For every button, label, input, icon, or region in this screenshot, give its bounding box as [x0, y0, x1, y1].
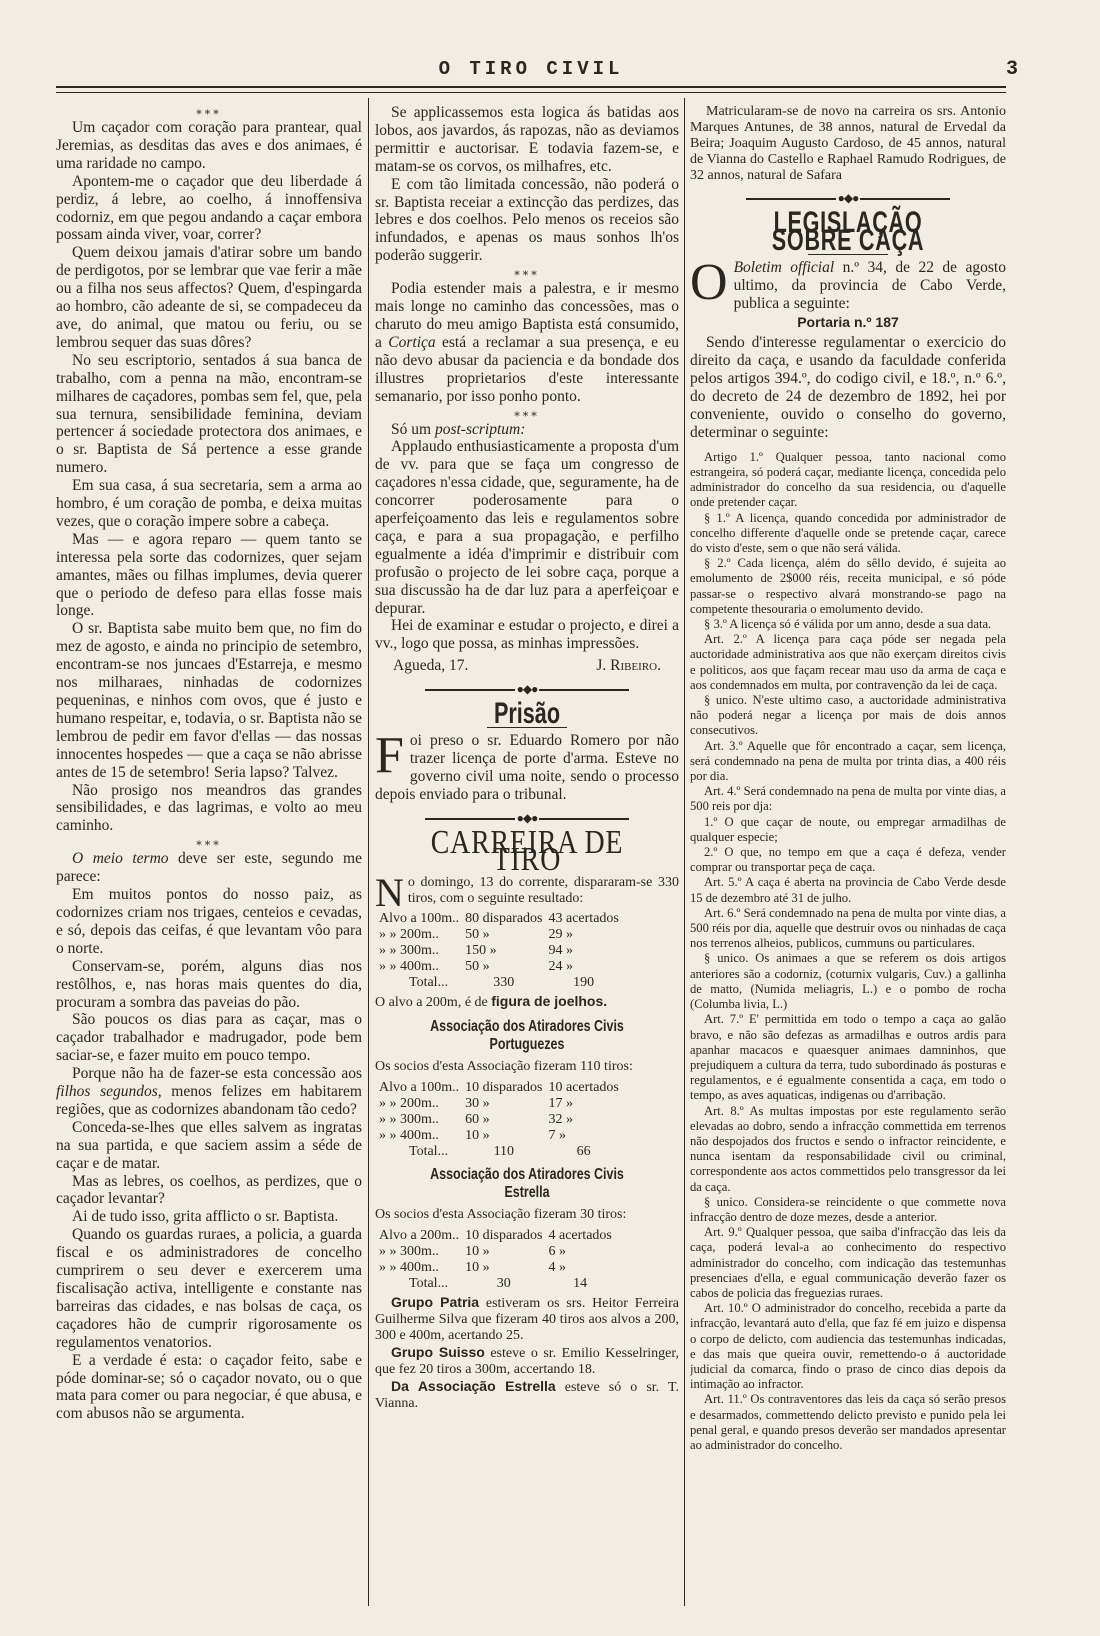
section-title-prisao: Prisão	[493, 697, 561, 731]
paragraph: Conservam-se, porém, alguns dias nos restôlhos, e, nas horas mais quentes do dia, procuram a sombra das paveias do pão.	[56, 957, 362, 1011]
article: Art. 3.º Aquelle que fôr encontrado a caçar, sem licença, será condemnado na pena de multa por trinta dias, a 400 réis por dia.	[690, 738, 1006, 784]
article: § 2.º Cada licença, além do sêllo devido, é sujeita ao emolumento de 2$000 réis, receita municipal, e só póde passar-se o respectivo alvará monstrando-se pago na competente thesouraria o emolumento devido.	[690, 556, 1006, 616]
signature-place: Agueda, 17.	[393, 657, 469, 675]
signature-line	[375, 657, 679, 675]
total-row	[379, 975, 625, 991]
signature-name: J. Ribeiro.	[596, 657, 661, 675]
paragraph: São poucos os dias para as caçar, mas o caçador trabalhador e madrugador, pode bem saciar-se, e fazer muito em pouco tempo.	[56, 1011, 362, 1065]
paragraph-text: deve ser este, segundo me parece:	[56, 850, 362, 886]
paragraph-text: esteve só o sr. T. Vianna.	[375, 1379, 679, 1411]
paragraph	[375, 993, 679, 1012]
table-row	[379, 1112, 625, 1128]
section-stars: ⁎⁎⁎	[196, 836, 222, 849]
section-stars: ⁎⁎⁎	[196, 105, 222, 117]
section-stars: ⁎⁎⁎	[514, 266, 540, 279]
article: Art. 7.º E' permittida em todo o tempo a caça ao galão bravo, e não são defezas as armadilhas e outros ardis para apanhar macacos e quaesquer animaes damninhos, que prejudiquem a cultura da terra, tudo subordinado ás posturas e regulamentos, e é egualmente consentida a caça, em todo o tempo, as aves aquaticas, indigenas ou d'arribação.	[690, 1012, 1006, 1103]
masthead	[56, 56, 1018, 82]
paragraph	[375, 280, 679, 405]
paragraph-text: Só um	[391, 420, 435, 438]
paragraph: No seu escriptorio, sentados á sua banca de trabalho, com a penna na mão, encontram-se milhares de caçadores, pombas sem fel, que, pela sua ternura, sensibilidade feminina, deviam pertencer á sociedade protectora dos animaes, e o sr. Baptista de Sá pertence a esse grande numero.	[56, 351, 362, 477]
column-3	[690, 104, 1006, 1598]
paragraph: Hei de examinar e estudar o projecto, e direi a vv., logo que possa, as minhas impressões.	[375, 617, 679, 653]
table-cell: Total...	[409, 975, 449, 991]
paragraph: Conceda-se-lhes que elles salvem as ingratas na sua partida, e que saciem assim a séde de caçar e de matar.	[56, 1118, 362, 1172]
table-cell: » » 200m..	[379, 1095, 439, 1111]
group-name: Grupo Suisso	[391, 1343, 485, 1360]
table-cell: 30 »	[465, 1095, 490, 1111]
table-cell: » » 400m..	[379, 1127, 439, 1143]
table-cell: 7 »	[548, 1127, 566, 1143]
article: Art. 6.º Será condemnado na pena de multa por vinte dias, a 500 réis por dia, aquelle que destruir ovos ou ninhadas de caça nos terrenos alheios, publicos, cummuns ou particulares.	[690, 905, 1006, 951]
article: Art. 10.º O administrador do concelho, recebida a parte da infracção, levantará auto d'ella, que faz fé em juizo e dispensa o corpo de delicto, com audiencia das testemunhas indicadas, e das mais que queira ouvir, remettendo-o á auctoridade judicial da comarca, findo o praso de cinco dias depois da intimação ao infractor.	[690, 1301, 1006, 1392]
total-row	[379, 1144, 625, 1160]
article: Art. 5.º A caça é aberta na provincia de Cabo Verde desde 15 de dezembro até 31 de julho.	[690, 875, 1006, 905]
table-row	[379, 959, 625, 975]
paragraph: Sendo d'interesse regulamentar o exercicio do direito da caça, e usando da faculdade conferida pelos artigos 394.º, do codigo civil, e 18.º, n.º 6.º, do decreto de 24 de dezembro de 1892, hei por conveniente, ouvido o conselho do governo, determinar o seguinte:	[690, 334, 1006, 441]
table-cell: 32 »	[548, 1111, 573, 1127]
paragraph	[56, 850, 362, 886]
paragraph-text: oi preso o sr. Eduardo Romero por não trazer licença de porte d'arma. Esteve no governo civil uma noite, sendo o processo depois enviado para o tribunal.	[375, 732, 679, 803]
table-cell: 4 acertados	[548, 1227, 612, 1243]
table-cell: » » 300m..	[379, 1243, 439, 1259]
paragraph	[375, 421, 679, 439]
paragraph-text: , menos felizes em habitarem regiões, que as codornizes abandonam tão cedo?	[56, 1083, 362, 1118]
column-2	[375, 104, 679, 1598]
paragraph: Apontem-me o caçador que deu liberdade á perdiz, á lebre, ao coelho, á innoffensiva codorniz, em que pegou andando a caçar embora possam ainda viver, voar, correr?	[56, 172, 362, 244]
table-cell: 29 »	[548, 927, 573, 943]
paragraph: Quem deixou jamais d'atirar sobre um bando de perdigotos, por se lembrar que vae ferir a mãe ou a filha nos seus affectos? Quem, d'espingarda ao hombro, cão adeante de si, se compadeceu da ave, do animal, que matou ou feriu, ou se lembrou sequer das suas dôres?	[56, 244, 362, 351]
paragraph-text: O alvo a 200m, é de	[375, 995, 492, 1011]
italic-phrase: Boletim official	[733, 258, 835, 276]
section-title-carreira: CARREIRA DE TIRO	[430, 823, 624, 879]
group-name: Da Associação Estrella	[391, 1377, 556, 1394]
table-cell: 14	[573, 1275, 588, 1291]
table-cell: » » 300m..	[379, 943, 439, 959]
table-cell: 50 »	[465, 927, 490, 943]
paragraph: Applaudo enthusiasticamente a proposta d'um de vv. para que se faça um congresso de caçadores n'essa cidade, que, seguramente, ha de concorrer poderosamente para o aperfeiçoamento das leis e regulamentos sobre caça, e para a sua propagação, e perfilho egualmente a idéa d'imprimir e distribuir com profusão o projecto de lei sobre caça, porque a sua discussão ha de dar luz para a aperfeiçoar e depurar.	[375, 438, 679, 617]
section-title-legislacao: LEGISLAÇÃO SOBRE CAÇA	[771, 205, 925, 257]
header-rule-top	[56, 86, 1006, 88]
table-cell: 60 »	[465, 1111, 490, 1127]
article: Art. 8.º As multas impostas por este regulamento serão elevadas ao dobro, sendo a infracção commettida em terrenos não despojados dos fructos e sendo o infractor reincidente, e nunca isentam da responsabilidade civil ou criminal, correspondente aos actos commettidos pelo transgressor da lei da caça.	[690, 1103, 1006, 1194]
ornament-divider: ●◆●	[375, 681, 679, 699]
paragraph: Mas — e agora reparo — quem tanto se interessa pela sorte das codornizes, quer sejam amantes, mães ou filhas implumes, devia querer que o periodo de defeso para ellas fosse mais longe.	[56, 530, 362, 620]
article: 1.º O que caçar de noute, ou empregar armadilhas de qualquer especie;	[690, 814, 1006, 844]
column-divider	[368, 98, 369, 1606]
paragraph	[56, 1065, 362, 1119]
portaria-heading: Portaria n.º 187	[797, 314, 899, 331]
newspaper-title: O TIRO CIVIL	[438, 58, 624, 80]
group-paragraph	[375, 1378, 679, 1412]
table-cell: Total...	[409, 1143, 449, 1159]
article: § 3.º A licença só é válida por um anno, desde a sua data.	[704, 617, 992, 632]
article: Art. 2.º A licença para caça póde ser negada pela auctoridade administrativa aos que não exerçam direitos civis e politicos, aos que façam recear mau uso da arma de caça e aos condemnados em multa, por contravenção da lei de caça.	[690, 632, 1006, 692]
table-cell: 190	[573, 975, 595, 991]
paragraph-text: está a reclamar a sua presença, e eu não devo abusar da paciencia e da bondade dos illustres proprietarios d'este interessante semanario, por isso ponho ponto.	[375, 333, 679, 405]
total-row	[379, 1276, 618, 1292]
table-cell: Alvo a 200m..	[379, 1227, 460, 1243]
table-cell: 10 »	[465, 1243, 490, 1259]
column-divider	[684, 98, 685, 1606]
table-cell: 110	[493, 1143, 515, 1159]
table-row	[379, 1096, 625, 1112]
article: § 1.º A licença, quando concedida por administrador de concelho differente d'aquelle onde se pretende caçar, carece do visto d'este, sem o que não será válida.	[690, 510, 1006, 555]
table-cell: 10 acertados	[548, 1079, 619, 1095]
paragraph: Os socios d'esta Associação fizeram 110 tiros:	[375, 1059, 633, 1075]
table-cell: 6 »	[548, 1243, 566, 1259]
article: § unico. Considera-se reincidente o que commette nova infracção dentro de doze mezes, desde a anterior.	[690, 1194, 1006, 1224]
page-number: 3	[1005, 58, 1018, 81]
group-paragraph	[375, 1344, 679, 1378]
section-stars: ⁎⁎⁎	[514, 406, 540, 419]
subsection-title: Associação dos Atiradores Civis Estrella	[430, 1165, 624, 1201]
table-cell: 80 disparados	[465, 911, 543, 927]
drop-cap: N	[375, 870, 404, 916]
paragraph-text: Podia estender mais a palestra, e ir mesmo mais longe no caminho das concessões, mas o charuto do meu amigo Baptista está consumido, a	[375, 280, 679, 351]
table-cell: 24 »	[548, 959, 573, 975]
paragraph: Os socios d'esta Associação fizeram 30 tiros:	[375, 1206, 627, 1222]
table-cell: 94 »	[548, 943, 573, 959]
paragraph	[375, 727, 679, 804]
table-cell: 4 »	[548, 1259, 566, 1275]
paragraph: O sr. Baptista sabe muito bem que, no fim do mez de agosto, e ainda no principio de setembro, encontram-se nos juncaes d'Estarreja, e mesmo nos milharaes, ninhadas de codornizes pequeninas, e ninhos com ovos, que é justo e humano respeitar, e, todavia, o sr. Baptista não se lembrou de pedir em favor d'ellas — das nossas innocentes hospedes — que a caça se não abrisse antes de 15 de setembro! Seria lapso? Talvez.	[56, 620, 362, 781]
italic-phrase: filhos segundos	[56, 1083, 158, 1101]
table-cell: » » 300m..	[379, 1111, 439, 1127]
header-rule-bottom	[56, 92, 1006, 93]
table-row	[379, 927, 625, 943]
drop-cap: O	[690, 253, 728, 311]
results-table	[379, 911, 625, 991]
group-paragraph	[375, 1294, 679, 1344]
italic-phrase: post-scriptum:	[434, 420, 526, 438]
table-row	[379, 1260, 618, 1276]
table-cell: » » 200m..	[379, 927, 439, 943]
paragraph-text: esteve o sr. Emilio Kesselringer, que fez 20 tiros a 300m, accertando 18.	[375, 1345, 679, 1377]
subsection-title: Associação dos Atiradores Civis Portuguezes	[430, 1018, 624, 1054]
ornament-divider: ●◆●	[375, 810, 679, 828]
paragraph: Matricularam-se de novo na carreira os srs. Antonio Marques Antunes, de 38 annos, natural de Ervedal da Beira; Joaquim Augusto Cardoso, de 45 annos, natural de Vianna do Castello e Raphael Ramudo Rodrigues, de 32 annos, natural de Safara	[690, 104, 1006, 183]
paragraph: E com tão limitada concessão, não poderá o sr. Baptista receiar a extincção das perdizes, das lebres e dos coelhos. Pelo menos os receios são infundados, e apenas os maus sonhos lh'os poderão suggerir.	[375, 175, 679, 265]
table-cell: » » 400m..	[379, 959, 439, 975]
table-cell: 10 »	[465, 1127, 490, 1143]
paragraph: Um caçador com coração para prantear, qual Jeremias, as desditas das aves e dos animaes, é uma raridade no campo.	[56, 119, 362, 172]
table-row	[379, 1128, 625, 1144]
table-cell: 10 disparados	[465, 1079, 543, 1095]
paragraph: E a verdade é esta: o caçador feito, sabe e póde dominar-se; só o caçador novato, ou o que mata para comer ou para negociar, é que abusa, e com abusos não se argumenta.	[56, 1351, 362, 1423]
table-row	[379, 1080, 625, 1096]
table-cell: 50 »	[465, 959, 490, 975]
article: § unico. Os animaes a que se referem os dois artigos anteriores são a codorniz, (coturnix vulgaris, Cuv.) a gallinha de matto, (Numida meliagris, L.) e o pombo de rocha (Columba livia, L.)	[690, 951, 1006, 1012]
articles-block	[690, 450, 1006, 1453]
article: § unico. N'este ultimo caso, a auctoridade administrativa não poderá negar a licença por mais de dois annos consecutivos.	[690, 693, 1006, 738]
paragraph	[690, 253, 1006, 313]
paragraph: Mas as lebres, os coelhos, as perdizes, que o caçador levantar?	[56, 1172, 362, 1208]
italic-phrase: Cortiça	[388, 333, 436, 351]
paragraph-text: Porque não ha de fazer-se esta concessão aos	[72, 1065, 362, 1083]
paragraph-text: o domingo, 13 do corrente, dispararam-se 330 tiros, com o seguinte resultado:	[407, 875, 679, 907]
table-cell: » » 400m..	[379, 1259, 439, 1275]
paragraph: Em muitos pontos do nosso paiz, as codornizes criam nos trigaes, centeios e cevadas, e só, depois das ceifas, é que levantam vôo para o norte.	[56, 886, 362, 957]
paragraph: Quando os guardas ruraes, a policia, a guarda fiscal e os administradores de concelho cumprirem o seu dever e exercerem uma fiscalisação activa, intelligente e constante nas barreiras das cidades, e nas bolsas de caça, os caçadores hão de cumprir rigorosamente os regulamentos venatorios.	[56, 1226, 362, 1351]
table-cell: 66	[576, 1143, 591, 1159]
table-cell: 150 »	[465, 943, 497, 959]
table-cell: Alvo a 100m..	[379, 1079, 460, 1095]
article: Art. 11.º Os contraventores das leis da caça só serão presos e desarmados, commettendo delicto previsto e punido pela lei penal geral, e quando presos deverão ser mandados apresentar ao administrador do concelho.	[690, 1392, 1006, 1452]
drop-cap: F	[375, 727, 404, 784]
bold-phrase: figura de joelhos.	[491, 993, 608, 1010]
table-row	[379, 911, 625, 927]
article: Art. 9.º Qualquer pessoa, que saiba d'infracção das leis da caça, poderá leval-a ao conhecimento do respectivo administrador do concelho, com indicação das testemunhas presenciaes d'ella, e egual communicação deverão fazer os cabos de policia das freguezias ruraes.	[690, 1225, 1006, 1300]
article: 2.º O que, no tempo em que a caça é defeza, vender comprar ou transportar peça de caça.	[690, 845, 1006, 875]
table-cell: 17 »	[548, 1095, 573, 1111]
group-name: Grupo Patria	[391, 1293, 480, 1310]
paragraph	[375, 870, 679, 916]
table-row	[379, 1228, 618, 1244]
paragraph: Ai de tudo isso, grita afflicto o sr. Baptista.	[72, 1208, 339, 1226]
results-table	[379, 1080, 625, 1160]
article: Art. 4.º Será condemnado na pena de multa por vinte dias, a 500 reis por dja:	[690, 784, 1006, 814]
paragraph-text: n.º 34, de 22 de agosto ultimo, da provincia de Cabo Verde, publica a seguinte:	[733, 258, 1006, 312]
table-cell: Alvo a 100m..	[379, 911, 460, 927]
table-cell: 10 disparados	[465, 1227, 543, 1243]
paragraph: Não prosigo nos meandros das grandes sensibilidades, e das lagrimas, e volto ao meu caminho.	[56, 781, 362, 835]
paragraph-text: estiveram os srs. Heitor Ferreira Guilherme Silva que fizeram 40 tiros aos alvos a 200, 300 e 400m, acertando 25.	[375, 1295, 679, 1343]
table-cell: 43 acertados	[548, 911, 619, 927]
column-1	[56, 104, 362, 1598]
table-row	[379, 1244, 618, 1260]
paragraph: Se applicassemos esta logica ás batidas aos lobos, aos javardos, ás rapozas, não as deviamos permittir e auctorisar. E todavia fazem-se, e matam-se os corvos, os milhafres, etc.	[375, 104, 679, 175]
table-cell: 30	[496, 1275, 511, 1291]
table-cell: 10 »	[465, 1259, 490, 1275]
results-table	[379, 1228, 618, 1292]
article: Artigo 1.º Qualquer pessoa, tanto nacional como estrangeira, só poderá caçar, mediante licença, concedida pelo administrador do concelho da sua residencia, ou d'aquelle onde pretender caçar.	[690, 449, 1006, 510]
table-cell: Total...	[409, 1275, 449, 1291]
table-row	[379, 943, 625, 959]
ornament-divider: ●◆●	[690, 190, 1006, 208]
paragraph: Em sua casa, á sua secretaria, sem a arma ao hombro, é um coração de pomba, e deixa muitas vezes, que o coração impere sobre a cabeça.	[56, 477, 362, 530]
table-cell: 330	[493, 975, 515, 991]
italic-phrase: O meio termo	[72, 850, 169, 868]
